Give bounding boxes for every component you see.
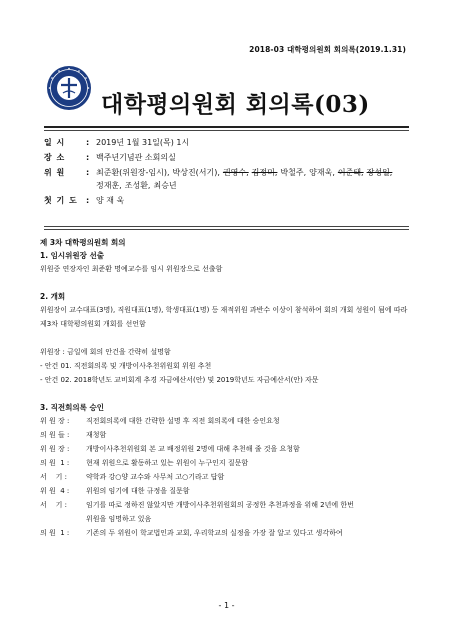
dialogue-row [40,456,415,470]
colon: : [86,196,90,205]
dialogue-text: 직전회의록에 대한 간략한 설명 후 직전 회의록에 대한 승인요청 [86,417,280,425]
place-value: 백주년기념관 소회의실 [96,153,176,162]
dialogue-text: 약학과 강○양 교수와 사무처 고○기라고 답함 [86,473,225,481]
place-row [44,151,409,164]
attendee-name: 권영수, [222,168,249,177]
dialogue-text: 현재 위원으로 활동하고 있는 위원이 누구인지 질문함 [86,459,249,467]
spacer [40,276,415,290]
attendee-name: 김정미, [251,168,278,177]
speaker-label: 서 기 : [40,473,68,481]
header-divider [44,126,409,128]
attendee-name: 조성환, [124,181,151,190]
colon: : [86,153,90,162]
attendee-name: 최승년 [153,181,177,190]
attendee-name: 정재훈, [96,181,122,190]
info-divider [44,226,409,227]
members-row [44,166,409,192]
speaker-label: 위 원 장 : [40,445,70,453]
minutes-body [40,236,415,540]
dialogue-row [40,442,415,456]
dialogue-text: 재청함 [86,431,107,439]
dialogue-text: 임기를 따로 정하진 않았지만 개방이사추천위원회의 공정한 추천과정을 위해 2년에 한번 [86,501,354,509]
section-3-heading: 3. 직전회의록 승인 [40,403,105,412]
members-label: 위 원 [44,168,66,177]
section-2-heading: 2. 개회 [40,292,66,301]
speaker-label: 서 기 : [40,501,68,509]
attendee-list [96,166,409,192]
attendee-name: 이준태, [337,168,364,177]
attendee-name: 박철주, [280,168,307,177]
colon: : [86,138,90,147]
attendee-name: 장성일, [366,168,393,177]
spacer [40,387,415,401]
recorder-row [44,194,409,207]
document-code: 2018-03 대학평의원회 회의록(2019.1.31) [249,45,406,54]
dialogue-text: 개방이사추천위원회 본 교 배정위원 2명에 대해 추천해 줄 것을 요청함 [86,445,300,453]
attendee-name: 최준환(위원장-임시), [96,168,170,177]
date-value: 2019년 1월 31일(목) 1시 [96,138,190,147]
section-3-dialogue [40,414,415,540]
university-seal-icon [46,65,92,111]
date-row [44,136,409,149]
section-1-text: 위원중 연장자인 최준환 명예교수를 임시 위원장으로 선출함 [40,265,223,273]
speaker-label: 위 원 장 : [40,417,70,425]
meeting-info [44,136,409,209]
place-label: 장 소 [44,153,66,162]
dialogue-text: 위원의 임기에 대한 규정을 질문함 [86,487,190,495]
dialogue-row [40,428,415,442]
speaker-label: 의 원 1 : [40,529,70,537]
section-2-text: 위원장이 교수대표(3명), 직원대표(1명), 학생대표(1명) 등 재적위원 과반수 이상이 참석하여 회의 개회 성원이 됨에 따라 제3차 대학평의원회 개회를 선언함 [40,306,408,328]
attendee-name: 박상진(서기), [172,168,220,177]
recorder-label: 첫 기 도 [44,196,78,205]
section-1-heading: 1. 임시위원장 선출 [40,251,105,260]
date-label: 일 시 [44,138,66,147]
header-divider-thin [44,130,409,131]
speaker-label: 의 원 들 : [40,431,70,439]
dialogue-continuation: 위원을 임명하고 있음 [86,515,152,523]
dialogue-row [40,414,415,428]
meeting-heading: 제 3차 대학평의원회 회의 [40,238,126,247]
page-title: 대학평의원회 회의록(03) [101,91,370,118]
dialogue-row [40,484,415,498]
spacer [40,331,415,345]
agenda-item-1: - 안건 01. 직전회의록 및 개방이사추천위원회 위원 추천 [40,362,212,370]
dialogue-row [40,498,415,512]
agenda-intro: 위원장 : 금일에 회의 안건을 간략히 설명함 [40,348,171,356]
speaker-label: 의 원 1 : [40,459,70,467]
dialogue-text: 기존의 두 위원이 학교법인과 교회, 우리학교의 실정을 가장 잘 알고 있다고 생각하여 [86,529,343,537]
speaker-label: 위 원 4 : [40,487,70,495]
recorder-value: 양 재 욱 [96,196,125,205]
dialogue-row [40,526,415,540]
agenda-item-2: - 안건 02. 2018학년도 교비회계 추경 자금예산서(안) 및 2019학년도 자금예산서(안) 자문 [40,376,319,384]
dialogue-row [40,470,415,484]
attendee-name: 양재욱, [309,168,335,177]
colon: : [86,168,90,177]
info-divider-thin [44,229,409,230]
page-number: - 1 - [218,601,235,610]
